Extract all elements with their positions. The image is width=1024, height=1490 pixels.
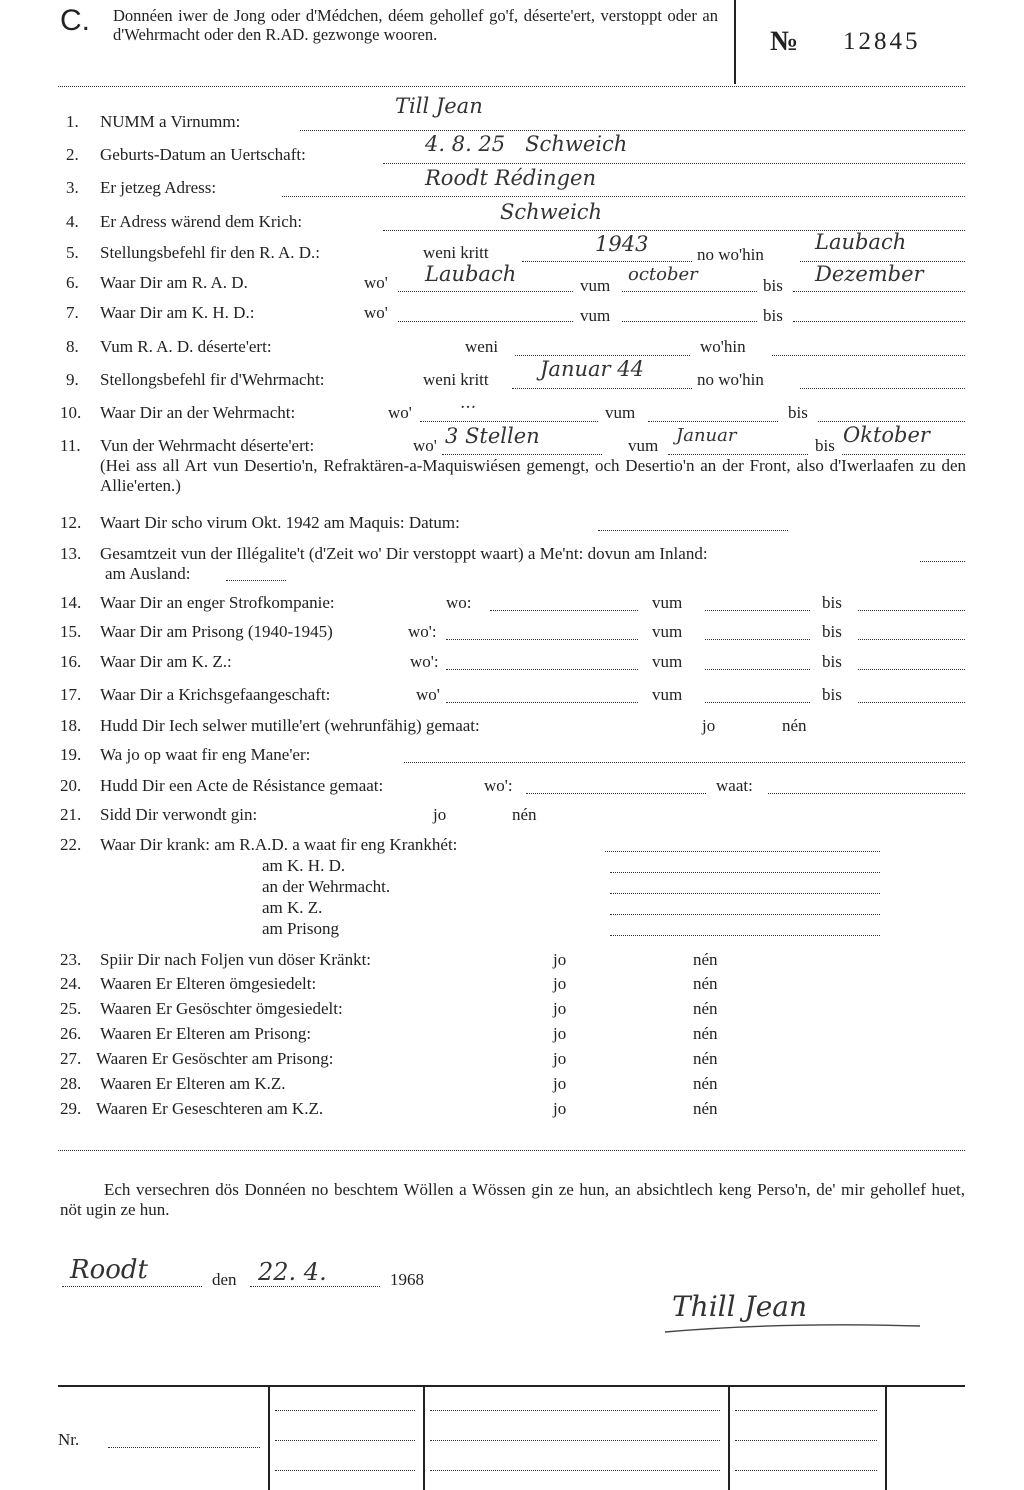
q14-bis-label: bis — [822, 593, 842, 612]
footer-col-2 — [423, 1386, 425, 1490]
q27-jo: jo — [553, 1049, 567, 1068]
form-intro: Donnéen iwer de Jong oder d'Médchen, déem gehollef go'f, déserte'ert, verstoppt oder an d'Wehrmacht oder den R.AD. gezwonge wooren. — [113, 6, 718, 44]
q2-answer: 4. 8. 25 Schweich — [425, 132, 628, 156]
q22-sub-4: am Prisong — [262, 919, 339, 938]
q8-weni-label: weni — [465, 337, 499, 356]
footer-c1-line-3 — [275, 1470, 415, 1471]
q22-sub-1: am K. H. D. — [262, 856, 346, 875]
q11-wo-line — [442, 454, 602, 455]
q3-label: Er jetzeg Adress: — [100, 178, 217, 197]
q6-vum-line — [622, 291, 757, 292]
footer-c3-line-1 — [735, 1410, 877, 1411]
header-divider — [734, 0, 736, 84]
q3-number: 3. — [66, 178, 79, 197]
q19-label: Wa jo op waat fir eng Mane'er: — [100, 745, 311, 764]
q3-answer-line — [282, 196, 965, 197]
footer-c2-line-2 — [430, 1440, 720, 1441]
q8-wohin-line — [772, 355, 965, 356]
q5-wohin-label: no wo'hin — [697, 245, 764, 264]
q14-vum-line — [705, 610, 810, 611]
q21-label: Sidd Dir verwondt gin: — [100, 805, 258, 824]
q27-number: 27. — [60, 1049, 82, 1068]
q11-vum-label: vum — [628, 436, 659, 455]
q12-answer-line — [598, 530, 788, 531]
signature: Thill Jean — [672, 1290, 807, 1323]
q18-number: 18. — [60, 716, 82, 735]
q20-label: Hudd Dir een Acte de Résistance gemaat: — [100, 776, 384, 795]
footer-c1-line-1 — [275, 1410, 415, 1411]
q21-nen: nén — [512, 805, 537, 824]
q8-label: Vum R. A. D. déserte'ert: — [100, 337, 272, 356]
q9-weni-label: weni kritt — [423, 370, 489, 389]
q1-answer: Till Jean — [395, 94, 483, 118]
q17-wo-label: wo' — [416, 685, 440, 704]
q10-label: Waar Dir an der Wehrmacht: — [100, 403, 296, 422]
q8-wohin-label: wo'hin — [700, 337, 746, 356]
q20-waat-label: waat: — [716, 776, 753, 795]
q22-line-2 — [610, 872, 880, 873]
q5-label: Stellungsbefehl fir den R. A. D.: — [100, 243, 321, 262]
q20-waat-line — [768, 793, 965, 794]
q23-jo: jo — [553, 950, 567, 969]
q6-vum-value: october — [628, 264, 698, 285]
q15-vum-line — [705, 639, 810, 640]
q11-vum-line — [668, 454, 808, 455]
q15-bis-line — [858, 639, 965, 640]
q17-bis-line — [858, 702, 965, 703]
q22-sub-2: an der Wehrmacht. — [262, 877, 391, 896]
q18-label: Hudd Dir Iech selwer mutille'ert (wehrunfähig) gemaat: — [100, 716, 480, 735]
q23-label: Spiir Dir nach Foljen vun döser Kränkt: — [100, 950, 372, 969]
q27-label: Waaren Er Gesöschter am Prisong: — [96, 1049, 334, 1068]
q10-wo-label: wo' — [388, 403, 412, 422]
footer-nr-line — [108, 1447, 260, 1448]
header-rule — [58, 86, 965, 87]
q17-bis-label: bis — [822, 685, 842, 704]
q1-answer-line — [300, 130, 965, 131]
q22-line-1 — [605, 851, 880, 852]
q16-bis-line — [858, 669, 965, 670]
q6-label: Waar Dir am R. A. D. — [100, 273, 248, 292]
q13-ausland-label: am Ausland: — [105, 564, 191, 583]
q25-jo: jo — [553, 999, 567, 1018]
q29-nen: nén — [693, 1099, 718, 1118]
q14-wo-line — [490, 610, 638, 611]
q9-weni-line — [512, 388, 692, 389]
q11-wo-value: 3 Stellen — [445, 424, 540, 448]
q2-number: 2. — [66, 145, 79, 164]
q28-label: Waaren Er Elteren am K.Z. — [100, 1074, 286, 1093]
footer-c3-line-3 — [735, 1470, 877, 1471]
q11-bis-label: bis — [815, 436, 835, 455]
footer-top-rule — [58, 1385, 965, 1387]
footer-c1-line-2 — [275, 1440, 415, 1441]
section-rule — [58, 1150, 965, 1151]
q11-bis-line — [842, 454, 965, 455]
q25-number: 25. — [60, 999, 82, 1018]
place-line — [62, 1286, 202, 1287]
q7-vum-label: vum — [580, 306, 611, 325]
q22-number: 22. — [60, 835, 82, 854]
q26-number: 26. — [60, 1024, 82, 1043]
q16-number: 16. — [60, 652, 82, 671]
q29-label: Waaren Er Geseschteren am K.Z. — [96, 1099, 324, 1118]
q6-bis-line — [793, 291, 965, 292]
q19-number: 19. — [60, 745, 82, 764]
q10-wo-value: ... — [460, 393, 477, 413]
q24-jo: jo — [553, 974, 567, 993]
q13-ausland-line — [226, 580, 286, 581]
q9-wohin-line — [800, 388, 965, 389]
q1-label: NUMM a Virnumm: — [100, 112, 241, 131]
q22-line-5 — [610, 935, 880, 936]
q16-vum-line — [705, 669, 810, 670]
date-line — [250, 1286, 380, 1287]
q14-label: Waar Dir an enger Strofkompanie: — [100, 593, 335, 612]
q9-number: 9. — [66, 370, 79, 389]
den-label: den — [212, 1270, 237, 1289]
footer-c2-line-1 — [430, 1410, 720, 1411]
q15-label: Waar Dir am Prisong (1940-1945) — [100, 622, 333, 641]
q24-label: Waaren Er Elteren ömgesiedelt: — [100, 974, 317, 993]
q28-nen: nén — [693, 1074, 718, 1093]
footer-nr-label: Nr. — [58, 1430, 80, 1449]
q7-number: 7. — [66, 303, 79, 322]
q5-weni-label: weni kritt — [423, 243, 489, 262]
number-sign: № — [770, 26, 799, 57]
q2-label: Geburts-Datum an Uertschaft: — [100, 145, 306, 164]
q5-weni-value: 1943 — [595, 232, 649, 256]
q6-number: 6. — [66, 273, 79, 292]
q15-wo-line — [446, 639, 638, 640]
date-value: 22. 4. — [258, 1258, 327, 1286]
q16-bis-label: bis — [822, 652, 842, 671]
place-value: Roodt — [70, 1255, 148, 1285]
q16-wo-label: wo': — [410, 652, 439, 671]
q20-number: 20. — [60, 776, 82, 795]
q16-wo-line — [446, 669, 638, 670]
q21-jo: jo — [433, 805, 447, 824]
q26-jo: jo — [553, 1024, 567, 1043]
q19-answer-line — [404, 762, 965, 763]
q4-label: Er Adress wärend dem Krich: — [100, 212, 303, 231]
footer-c3-line-2 — [735, 1440, 877, 1441]
q17-vum-label: vum — [652, 685, 683, 704]
footer-col-3 — [728, 1386, 730, 1490]
q7-wo-label: wo' — [364, 303, 388, 322]
q18-nen: nén — [782, 716, 807, 735]
q11-note: (Hei ass all Art vun Desertio'n, Refraktären-a-Maquiswiésen gemengt, och Desertio'n an der Front, also d'Iwerlaafen zu den Allie'erten.) — [100, 456, 966, 495]
q22-label: Waar Dir krank: am R.A.D. a waat fir eng Krankhét: — [100, 835, 458, 854]
q25-label: Waaren Er Gesöschter ömgesiedelt: — [100, 999, 343, 1018]
q9-label: Stellongsbefehl fir d'Wehrmacht: — [100, 370, 325, 389]
q13-number: 13. — [60, 544, 82, 563]
q6-wo-value: Laubach — [425, 262, 517, 286]
q22-line-4 — [610, 914, 880, 915]
q17-vum-line — [705, 702, 810, 703]
q15-number: 15. — [60, 622, 82, 641]
q13-label: Gesamtzeit vun der Illégalite't (d'Zeit wo' Dir verstoppt waart) a Me'nt: dovun am Inland: — [100, 544, 708, 563]
q18-jo: jo — [702, 716, 716, 735]
declaration: Ech versechren dös Donnéen no beschtem Wöllen a Wössen gin ze hun, an absichtlech keng Perso'n, de' mir gehollef huet, nöt ugin ze hun. — [60, 1180, 965, 1219]
q10-bis-line — [818, 421, 965, 422]
q9-weni-value: Januar 44 — [540, 357, 644, 381]
q3-answer: Roodt Rédingen — [425, 166, 596, 190]
q15-vum-label: vum — [652, 622, 683, 641]
q7-bis-line — [793, 321, 965, 322]
q10-vum-label: vum — [605, 403, 636, 422]
q16-label: Waar Dir am K. Z.: — [100, 652, 232, 671]
q23-nen: nén — [693, 950, 718, 969]
q12-label: Waart Dir scho virum Okt. 1942 am Maquis: Datum: — [100, 513, 460, 532]
q27-nen: nén — [693, 1049, 718, 1068]
q10-number: 10. — [60, 403, 82, 422]
q8-number: 8. — [66, 337, 79, 356]
signature-underline — [660, 1320, 930, 1336]
q29-number: 29. — [60, 1099, 82, 1118]
q12-number: 12. — [60, 513, 82, 532]
q29-jo: jo — [553, 1099, 567, 1118]
q16-vum-label: vum — [652, 652, 683, 671]
q17-number: 17. — [60, 685, 82, 704]
q4-number: 4. — [66, 212, 79, 231]
q5-weni-line — [522, 261, 692, 262]
q28-jo: jo — [553, 1074, 567, 1093]
q25-nen: nén — [693, 999, 718, 1018]
q24-number: 24. — [60, 974, 82, 993]
q17-wo-line — [446, 702, 638, 703]
q11-vum-value: Januar — [676, 425, 737, 446]
footer-c2-line-3 — [430, 1470, 720, 1471]
q21-number: 21. — [60, 805, 82, 824]
q13-inland-line — [920, 561, 965, 562]
q15-bis-label: bis — [822, 622, 842, 641]
form-number: 12845 — [843, 28, 921, 55]
q11-wo-label: wo' — [413, 436, 437, 455]
q11-bis-value: Oktober — [843, 423, 930, 447]
q6-bis-label: bis — [763, 276, 783, 295]
q2-answer-line — [383, 163, 965, 164]
q10-vum-line — [648, 421, 778, 422]
q10-wo-line — [420, 421, 598, 422]
q9-wohin-label: no wo'hin — [697, 370, 764, 389]
q1-number: 1. — [66, 112, 79, 131]
q7-vum-line — [622, 321, 757, 322]
q24-nen: nén — [693, 974, 718, 993]
q7-label: Waar Dir am K. H. D.: — [100, 303, 255, 322]
q20-wo-label: wo': — [484, 776, 513, 795]
q11-number: 11. — [60, 436, 81, 455]
q6-vum-label: vum — [580, 276, 611, 295]
q15-wo-label: wo': — [408, 622, 437, 641]
q17-label: Waar Dir a Krichsgefaangeschaft: — [100, 685, 331, 704]
footer-col-4 — [885, 1386, 887, 1490]
q10-bis-label: bis — [788, 403, 808, 422]
q6-wo-label: wo' — [364, 273, 388, 292]
q6-bis-value: Dezember — [815, 262, 924, 286]
section-letter: C. — [60, 4, 90, 37]
q14-vum-label: vum — [652, 593, 683, 612]
q4-answer: Schweich — [500, 200, 603, 224]
q22-sub-3: am K. Z. — [262, 898, 323, 917]
q8-weni-line — [515, 355, 690, 356]
q26-label: Waaren Er Elteren am Prisong: — [100, 1024, 312, 1043]
q14-bis-line — [858, 610, 965, 611]
q6-wo-line — [398, 291, 573, 292]
q26-nen: nén — [693, 1024, 718, 1043]
q7-wo-line — [398, 321, 573, 322]
q5-wohin-value: Laubach — [815, 230, 907, 254]
q5-number: 5. — [66, 243, 79, 262]
q7-bis-label: bis — [763, 306, 783, 325]
q28-number: 28. — [60, 1074, 82, 1093]
q14-wo-label: wo: — [446, 593, 472, 612]
footer-col-1 — [268, 1386, 270, 1490]
q11-label: Vun der Wehrmacht déserte'ert: — [100, 436, 315, 455]
q20-wo-line — [526, 793, 706, 794]
q22-line-3 — [610, 893, 880, 894]
year-value: 1968 — [390, 1270, 424, 1289]
q23-number: 23. — [60, 950, 82, 969]
q14-number: 14. — [60, 593, 82, 612]
